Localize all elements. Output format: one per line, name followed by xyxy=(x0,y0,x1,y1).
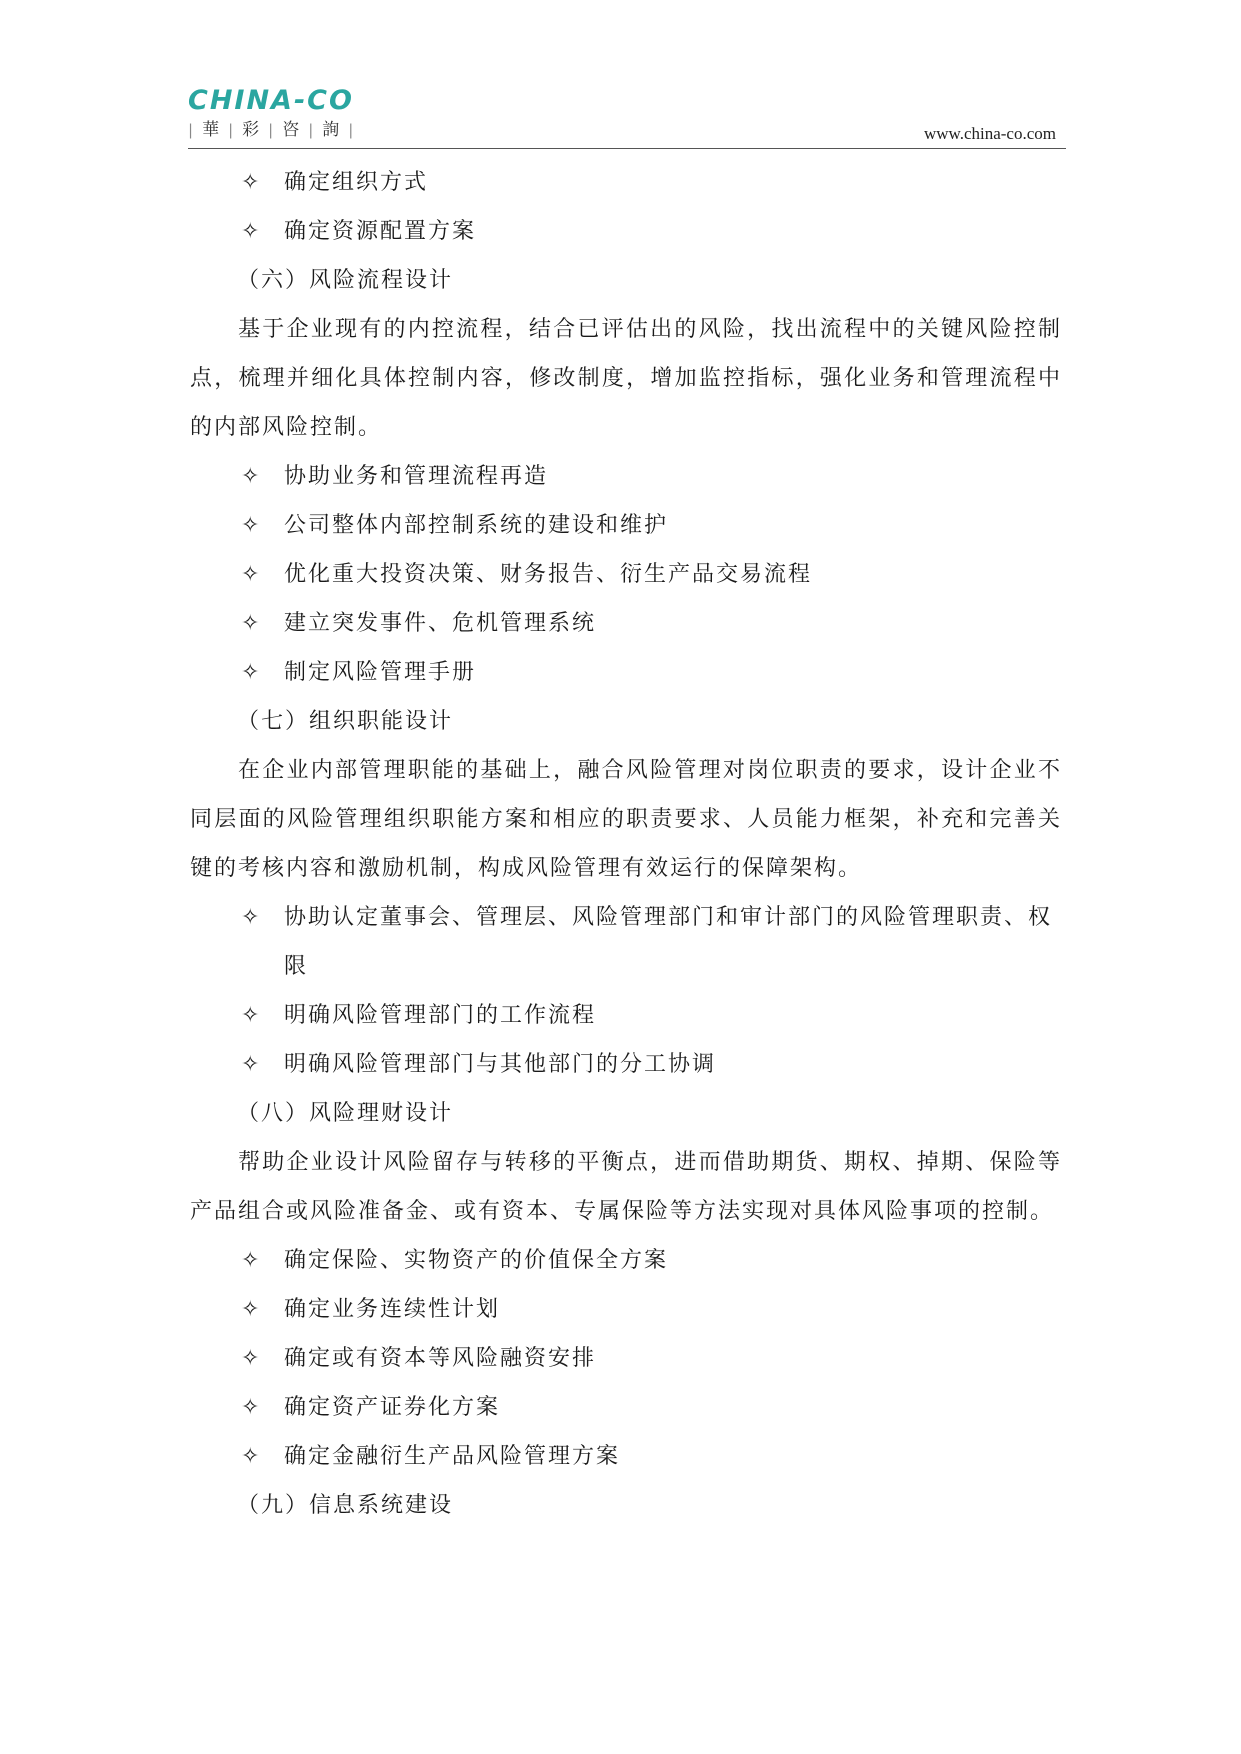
bullet-star-icon: ✧ xyxy=(241,1444,262,1469)
bullet-item xyxy=(190,991,1062,1040)
bullet-star-icon: ✧ xyxy=(241,905,262,930)
bullet-star-icon: ✧ xyxy=(241,1003,262,1028)
bullet-text: 确定资产证券化方案 xyxy=(284,1395,501,1420)
bullet-star-icon: ✧ xyxy=(241,1346,262,1371)
bullet-text: 明确风险管理部门与其他部门的分工协调 xyxy=(284,1052,717,1077)
bullet-text: 建立突发事件、危机管理系统 xyxy=(284,611,597,636)
bullet-star-icon: ✧ xyxy=(241,562,262,587)
section-heading: （九）信息系统建设 xyxy=(237,1493,454,1518)
website-url: www.china-co.com xyxy=(923,124,1056,143)
bullet-item xyxy=(190,452,1062,501)
bullet-item xyxy=(190,893,1062,991)
bullet-item xyxy=(190,1334,1062,1383)
bullet-star-icon: ✧ xyxy=(241,464,262,489)
logo-char: 咨 xyxy=(282,120,300,140)
bullet-text: 公司整体内部控制系统的建设和维护 xyxy=(284,513,669,538)
bullet-text: 明确风险管理部门的工作流程 xyxy=(284,1003,597,1028)
bullet-item xyxy=(190,158,1062,207)
bullet-star-icon: ✧ xyxy=(241,1395,262,1420)
bullet-text: 确定业务连续性计划 xyxy=(284,1297,501,1322)
logo-text: CHINA-CO xyxy=(188,85,354,116)
paragraph: 在企业内部管理职能的基础上，融合风险管理对岗位职责的要求，设计企业不同层面的风险管理组织职能方案和相应的职责要求、人员能力框架，补充和完善关键的考核内容和激励机制，构成风险管理有效运行的保障架构。 xyxy=(190,758,1062,881)
bullet-item xyxy=(190,1236,1062,1285)
bullet-item xyxy=(190,1432,1062,1481)
section-heading: （六）风险流程设计 xyxy=(237,268,454,293)
bullet-text: 制定风险管理手册 xyxy=(284,660,477,685)
bullet-item xyxy=(190,501,1062,550)
bullet-star-icon: ✧ xyxy=(241,170,262,195)
bullet-star-icon: ✧ xyxy=(241,1248,262,1273)
logo-char: 彩 xyxy=(242,120,260,140)
bullet-star-icon: ✧ xyxy=(241,513,262,538)
bullet-text: 确定或有资本等风险融资安排 xyxy=(284,1346,597,1371)
logo-char: 華 xyxy=(202,120,220,140)
bullet-item xyxy=(190,648,1062,697)
bullet-item xyxy=(190,599,1062,648)
company-logo xyxy=(188,86,354,140)
paragraph: 基于企业现有的内控流程，结合已评估出的风险，找出流程中的关键风险控制点，梳理并细化具体控制内容，修改制度，增加监控指标，强化业务和管理流程中的内部风险控制。 xyxy=(190,317,1062,440)
paragraph: 帮助企业设计风险留存与转移的平衡点，进而借助期货、期权、掉期、保险等产品组合或风险准备金、或有资本、专属保险等方法实现对具体风险事项的控制。 xyxy=(190,1150,1062,1224)
bullet-star-icon: ✧ xyxy=(241,1052,262,1077)
bullet-text: 确定金融衍生产品风险管理方案 xyxy=(284,1444,621,1469)
logo-chinese-name: | 華 | 彩 | 咨 | 詢 | xyxy=(188,120,354,140)
section-heading: （八）风险理财设计 xyxy=(237,1101,454,1126)
bullet-text: 确定组织方式 xyxy=(284,170,429,195)
bullet-item xyxy=(190,207,1062,256)
bullet-star-icon: ✧ xyxy=(241,1297,262,1322)
bullet-star-icon: ✧ xyxy=(241,219,262,244)
section-heading: （七）组织职能设计 xyxy=(237,709,454,734)
bullet-text: 优化重大投资决策、财务报告、衍生产品交易流程 xyxy=(284,562,813,587)
bullet-text: 确定保险、实物资产的价值保全方案 xyxy=(284,1248,669,1273)
bullet-star-icon: ✧ xyxy=(241,660,262,685)
bullet-text: 确定资源配置方案 xyxy=(284,219,477,244)
bullet-item xyxy=(190,1383,1062,1432)
page-header xyxy=(188,86,1066,149)
bullet-text: 协助认定董事会、管理层、风险管理部门和审计部门的风险管理职责、权限 xyxy=(284,905,1053,979)
bullet-item xyxy=(190,550,1062,599)
bullet-star-icon: ✧ xyxy=(241,611,262,636)
logo-char: 詢 xyxy=(322,120,340,140)
bullet-item xyxy=(190,1040,1062,1089)
bullet-text: 协助业务和管理流程再造 xyxy=(284,464,549,489)
bullet-item xyxy=(190,1285,1062,1334)
document-body xyxy=(190,158,1062,1530)
